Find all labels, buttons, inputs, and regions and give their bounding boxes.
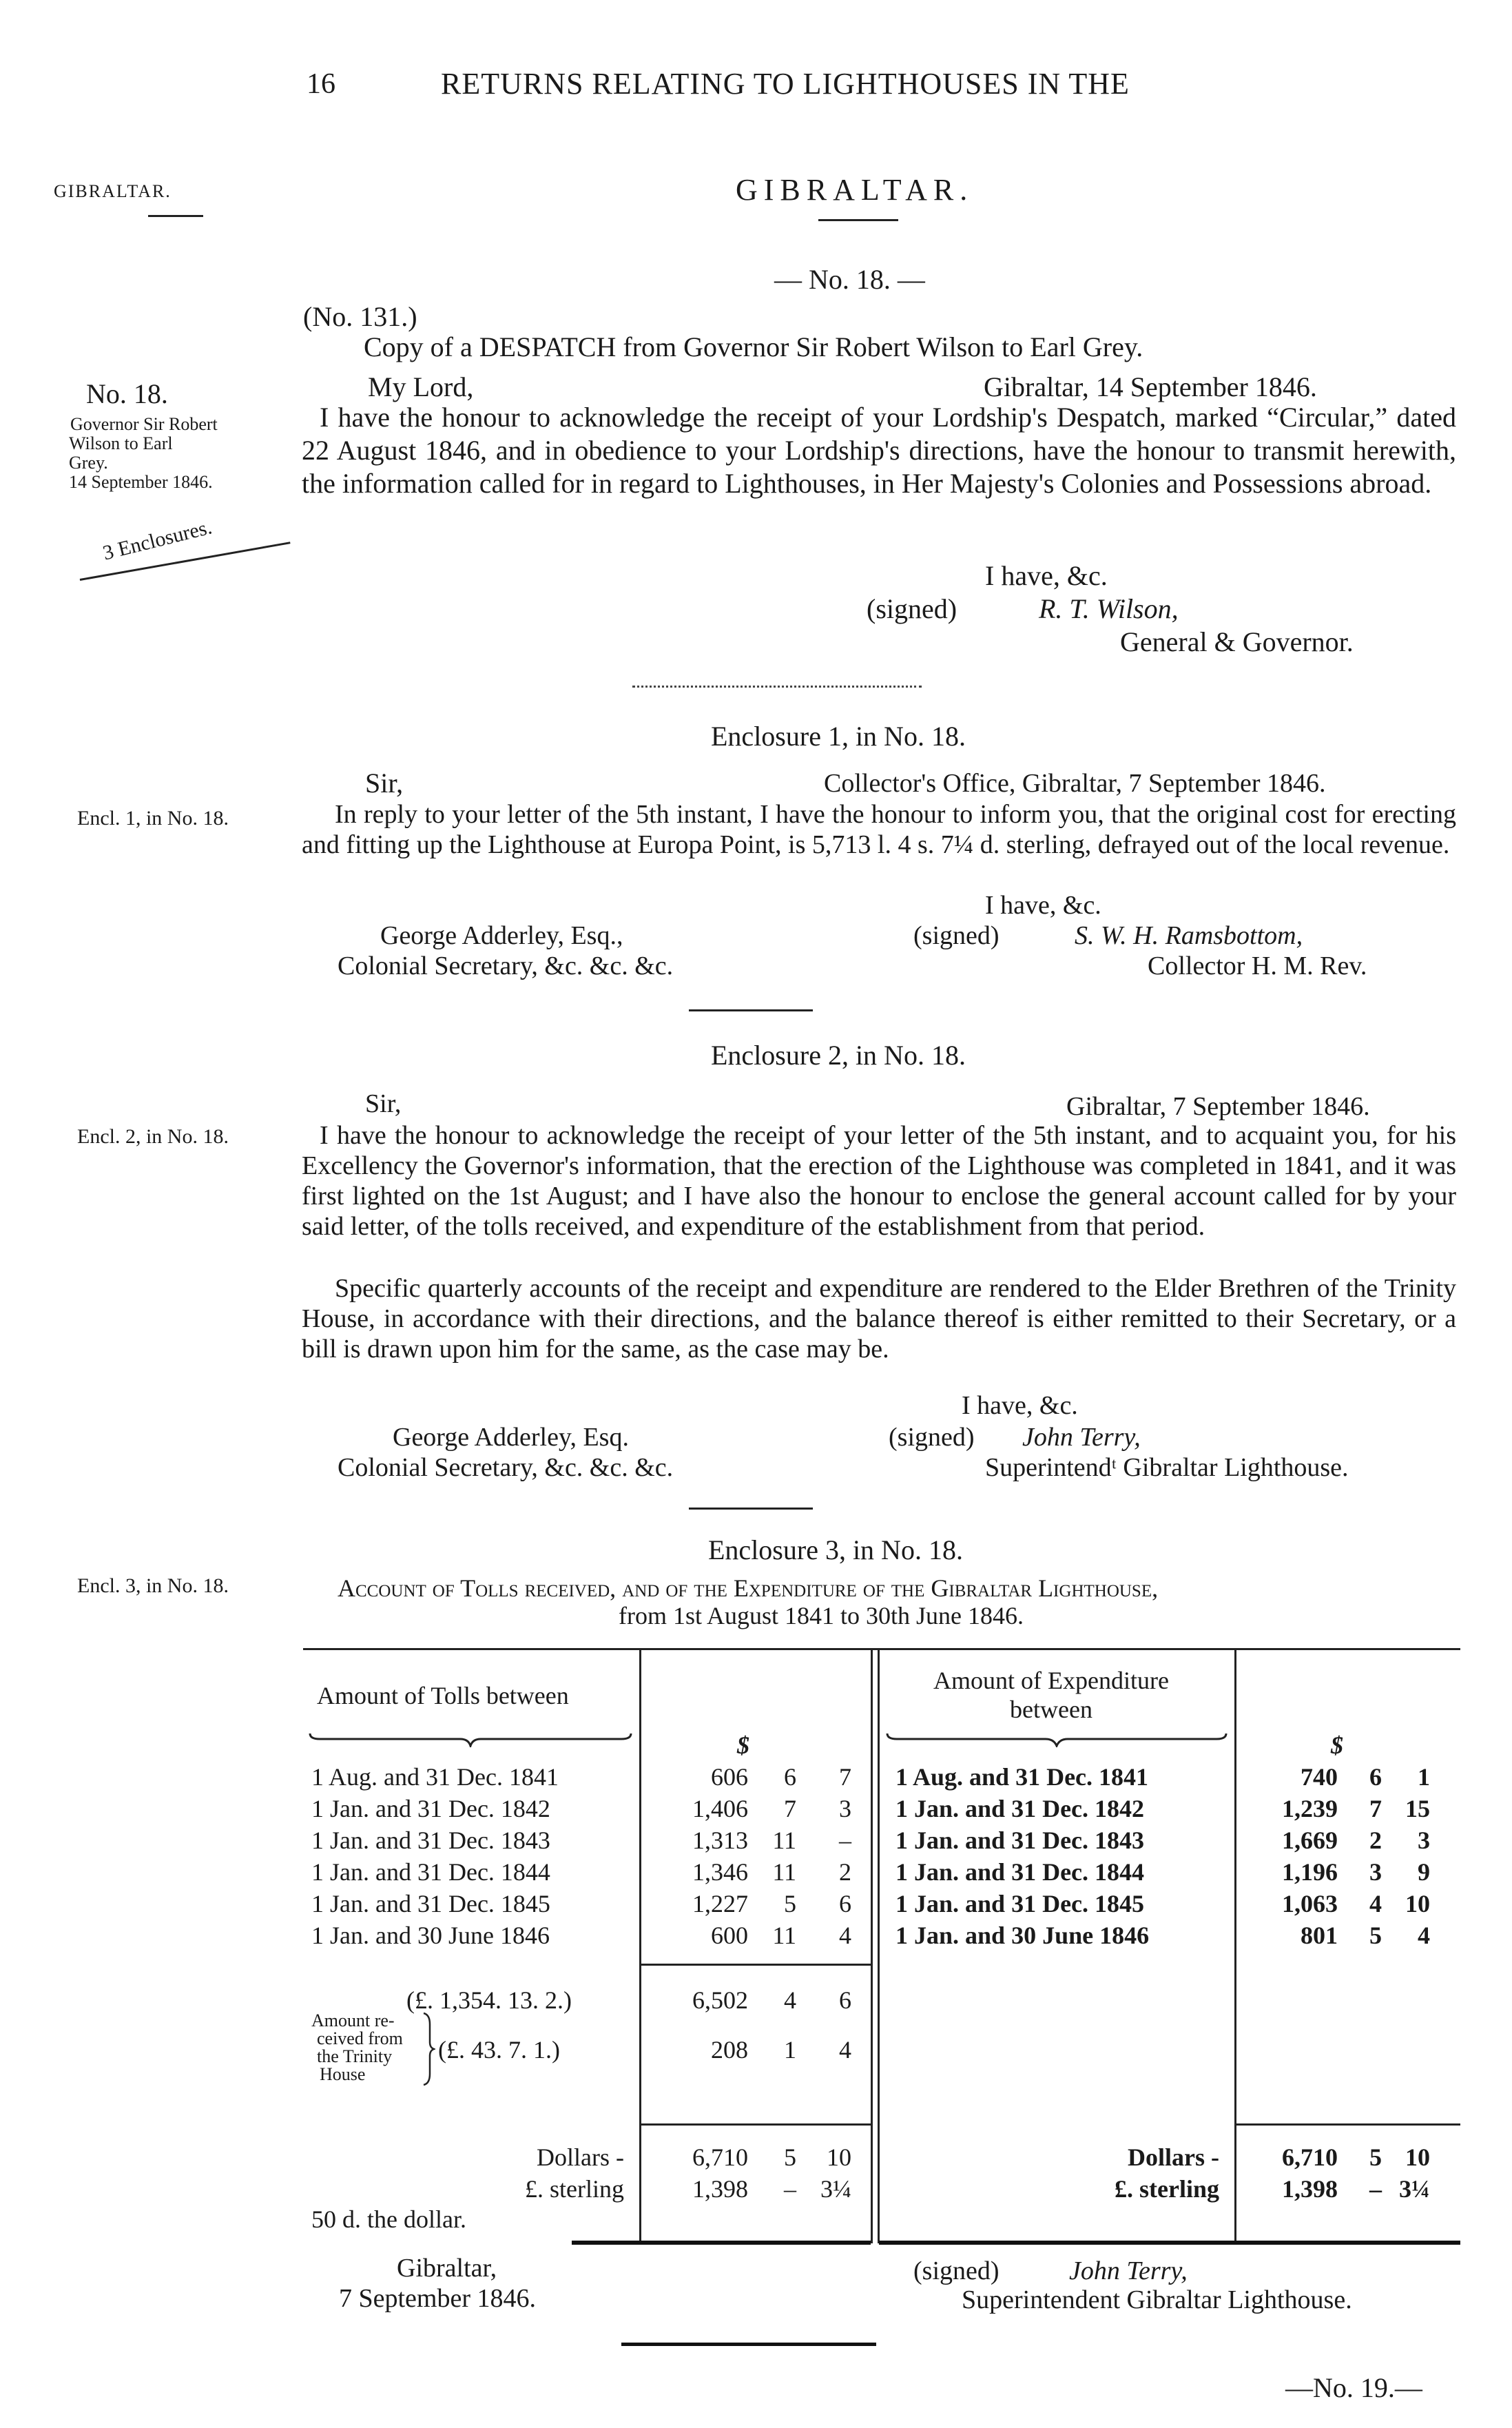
exp-sterling-label: £. sterling — [1115, 2175, 1219, 2203]
tolls-row-4-reals: 11 — [772, 1858, 796, 1886]
enclosure3-place: Gibraltar, — [397, 2254, 497, 2283]
trinity-dollars: 208 — [711, 2036, 748, 2064]
subtotal-cents: 6 — [839, 1986, 851, 2014]
tolls-row-2-period: 1 Jan. and 31 Dec. 1842 — [311, 1795, 550, 1822]
exp-row-4-dollars: 1,196 — [1282, 1858, 1338, 1886]
enclosure1-addressee: George Adderley, Esq., — [380, 921, 623, 950]
exp-total-cents: 10 — [1405, 2143, 1430, 2171]
exp-row-2-period: 1 Jan. and 31 Dec. 1842 — [895, 1795, 1145, 1822]
expenditure-header: Amount of Expenditure between — [933, 1667, 1169, 1723]
exp-row-5-dollars: 1,063 — [1282, 1890, 1338, 1917]
tolls-sterling-pence: 3¼ — [820, 2175, 851, 2203]
enclosure2-signature-title: Superintendᵗ Gibraltar Lighthouse. — [985, 1453, 1349, 1482]
exp-row-2-cents: 15 — [1405, 1795, 1430, 1822]
table-top-rule — [303, 1648, 1460, 1650]
despatch-body: I have the honour to acknowledge the receipt of your Lordship's Despatch, marked “Circular,” dated 22 August 1846, and in obedience to your Lordship's directions, have the honour to transmit herewith, the information called for in regard to Lighthouses, in Her Majesty's Colonies and Possessions abroad. — [302, 402, 1456, 499]
margin-gibraltar: GIBRALTAR. — [54, 181, 172, 201]
despatch-salutation: My Lord, — [368, 371, 474, 402]
exp-bottom-rule — [879, 2241, 1460, 2245]
tolls-total-dollars: 6,710 — [692, 2143, 748, 2171]
expenditure-dollar-sign: $ — [1331, 1731, 1343, 1759]
despatch-closing: I have, &c. — [985, 560, 1108, 591]
tolls-sterling-shillings: – — [784, 2175, 796, 2203]
enclosure2-signed: (signed) — [889, 1423, 975, 1452]
trinity-label-3: the Trinity — [317, 2046, 393, 2066]
margin-encl-3: Encl. 3, in No. 18. — [77, 1574, 229, 1597]
exp-row-3-period: 1 Jan. and 31 Dec. 1843 — [895, 1827, 1145, 1854]
tolls-brace — [309, 1731, 632, 1747]
despatch-signature: R. T. Wilson, — [1039, 593, 1179, 624]
margin-encl-2: Encl. 2, in No. 18. — [77, 1125, 229, 1148]
tolls-row-2-reals: 7 — [784, 1795, 796, 1822]
exp-row-3-reals: 2 — [1369, 1827, 1382, 1854]
tolls-row-2-cents: 3 — [839, 1795, 851, 1822]
enclosure2-salutation: Sir, — [365, 1089, 402, 1118]
enclosure3-signature-title: Superintendent Gibraltar Lighthouse. — [962, 2285, 1352, 2314]
enclosure3-heading: Enclosure 3, in No. 18. — [708, 1534, 963, 1565]
exp-row-5-period: 1 Jan. and 31 Dec. 1845 — [895, 1890, 1145, 1917]
margin-rule — [148, 215, 203, 217]
tolls-row-3-period: 1 Jan. and 31 Dec. 1843 — [311, 1827, 550, 1854]
tolls-dollars-label: Dollars - — [537, 2143, 624, 2171]
tolls-header: Amount of Tolls between — [317, 1682, 569, 1709]
tolls-row-6-cents: 4 — [839, 1922, 851, 1949]
enclosure2-body-2: Specific quarterly accounts of the receipt and expenditure are rendered to the Elder Brethren of the Trinity House, in accordance with their directions, and the balance thereof is either remitted to their Secretary, or a bill is drawn upon him for the same, as the case may be. — [302, 1274, 1456, 1364]
copy-of-despatch-line: Copy of a DESPATCH from Governor Sir Robert Wilson to Earl Grey. — [364, 331, 1143, 362]
tolls-row-1-period: 1 Aug. and 31 Dec. 1841 — [311, 1763, 559, 1791]
enclosure2-addressee: George Adderley, Esq. — [393, 1423, 629, 1452]
exp-row-3-dollars: 1,669 — [1282, 1827, 1338, 1854]
tolls-row-4-period: 1 Jan. and 31 Dec. 1844 — [311, 1858, 550, 1886]
trinity-label-1: Amount re- — [311, 2010, 395, 2030]
exp-row-6-period: 1 Jan. and 30 June 1846 — [895, 1922, 1150, 1949]
despatch-place-date: Gibraltar, 14 September 1846. — [984, 371, 1317, 402]
enclosure1-signature: S. W. H. Ramsbottom, — [1075, 921, 1303, 950]
trinity-brace — [422, 2012, 435, 2086]
margin-despatch-note-2: Wilson to Earl — [69, 433, 173, 453]
tolls-bottom-rule — [572, 2241, 871, 2245]
tolls-row-4-dollars: 1,346 — [692, 1858, 748, 1886]
exp-row-2-reals: 7 — [1369, 1795, 1382, 1822]
exp-row-1-reals: 6 — [1369, 1763, 1382, 1791]
enclosure2-signature: John Terry, — [1022, 1423, 1141, 1452]
enclosure3-date: 7 September 1846. — [339, 2284, 537, 2313]
tolls-row-2-dollars: 1,406 — [692, 1795, 748, 1822]
subtotal-sterling-label: (£. 1,354. 13. 2.) — [406, 1986, 572, 2014]
enclosure1-signed: (signed) — [913, 921, 1000, 950]
enclosure1-signature-title: Collector H. M. Rev. — [1148, 951, 1367, 980]
tolls-row-4-cents: 2 — [839, 1858, 851, 1886]
exp-row-1-cents: 1 — [1418, 1763, 1430, 1791]
enclosure2-place-date: Gibraltar, 7 September 1846. — [1066, 1092, 1370, 1121]
exp-row-6-reals: 5 — [1369, 1922, 1382, 1949]
enclosure3-signature: John Terry, — [1069, 2256, 1188, 2285]
tolls-row-6-dollars: 600 — [711, 1922, 748, 1949]
tolls-row-5-period: 1 Jan. and 31 Dec. 1845 — [311, 1890, 550, 1917]
exp-row-4-reals: 3 — [1369, 1858, 1382, 1886]
tolls-row-5-cents: 6 — [839, 1890, 851, 1917]
margin-no-18: No. 18. — [86, 378, 168, 409]
exp-sterling-pounds: 1,398 — [1282, 2175, 1338, 2203]
enclosure2-body-1: I have the honour to acknowledge the receipt of your letter of the 5th instant, and to acquaint you, for his Excellency the Governor's information, that the erection of the Lighthouse was completed in 1841, and it was first lighted on the 1st August; and I have also the honour to enclose the general account called for by your said letter, of the tolls received, and expenditure of the establishment from that period. — [302, 1121, 1456, 1241]
exp-total-reals: 5 — [1369, 2143, 1382, 2171]
tolls-row-1-reals: 6 — [784, 1763, 796, 1791]
no-18-heading: — No. 18. — — [774, 264, 925, 295]
enclosure1-closing: I have, &c. — [985, 891, 1101, 920]
exp-total-rule — [1236, 2123, 1460, 2126]
rate-note: 50 d. the dollar. — [311, 2205, 466, 2233]
page-number: 16 — [307, 68, 335, 100]
tolls-dollar-sign: $ — [737, 1731, 749, 1759]
enclosure2-addressee-title: Colonial Secretary, &c. &c. &c. — [338, 1453, 674, 1482]
subtotal-reals: 4 — [784, 1986, 796, 2014]
trinity-reals: 1 — [784, 2036, 796, 2064]
account-title-line-1: Account of Tolls received, and of the Expenditure of the Gibraltar Lighthouse, — [338, 1574, 1159, 1602]
margin-despatch-note-1: Governor Sir Robert — [70, 414, 218, 434]
tolls-row-5-reals: 5 — [784, 1890, 796, 1917]
subtotal-rule — [641, 1964, 871, 1966]
exp-sterling-shillings: – — [1369, 2175, 1382, 2203]
exp-row-3-cents: 3 — [1418, 1827, 1430, 1854]
table-vline-2 — [871, 1648, 873, 2243]
exp-row-2-dollars: 1,239 — [1282, 1795, 1338, 1822]
running-title: RETURNS RELATING TO LIGHTHOUSES IN THE — [441, 67, 1130, 101]
colony-title: GIBRALTAR. — [736, 173, 974, 207]
trinity-sterling: (£. 43. 7. 1.) — [438, 2036, 560, 2064]
despatch-number: (No. 131.) — [303, 301, 417, 332]
enclosure2-rule — [689, 1508, 813, 1510]
margin-despatch-note-4: 14 September 1846. — [69, 472, 213, 492]
expenditure-brace — [886, 1731, 1228, 1747]
despatch-signed: (signed) — [867, 593, 957, 624]
exp-row-5-reals: 4 — [1369, 1890, 1382, 1917]
exp-row-1-period: 1 Aug. and 31 Dec. 1841 — [895, 1763, 1149, 1791]
title-rule — [818, 219, 898, 221]
tolls-row-3-reals: 11 — [772, 1827, 796, 1854]
margin-despatch-note-3: Grey. — [69, 453, 108, 473]
tolls-row-3-dollars: 1,313 — [692, 1827, 748, 1854]
tolls-total-cents: 10 — [827, 2143, 851, 2171]
enclosure1-addressee-title: Colonial Secretary, &c. &c. &c. — [338, 951, 674, 980]
tolls-row-1-cents: 7 — [839, 1763, 851, 1791]
margin-encl-1: Encl. 1, in No. 18. — [77, 807, 229, 830]
enclosure1-salutation: Sir, — [365, 768, 404, 799]
next-number: —No. 19.— — [1285, 2372, 1422, 2403]
tolls-sterling-pounds: 1,398 — [692, 2175, 748, 2203]
enclosures-stamp: 3 Enclosures. — [101, 515, 214, 565]
enclosure1-heading: Enclosure 1, in No. 18. — [711, 721, 966, 752]
enclosure1-place-date: Collector's Office, Gibraltar, 7 September 1846. — [824, 769, 1326, 798]
account-title-line-2: from 1st August 1841 to 30th June 1846. — [619, 1602, 1024, 1629]
enclosure3-signed: (signed) — [913, 2256, 1000, 2285]
section-separator — [632, 686, 922, 688]
trinity-label-4: House — [320, 2064, 366, 2084]
exp-row-5-cents: 10 — [1405, 1890, 1430, 1917]
table-vline-1 — [639, 1648, 641, 2243]
subtotal-dollars: 6,502 — [692, 1986, 748, 2014]
enclosure2-closing: I have, &c. — [962, 1391, 1078, 1420]
exp-sterling-pence: 3¼ — [1399, 2175, 1430, 2203]
tolls-total-reals: 5 — [784, 2143, 796, 2171]
exp-dollars-label: Dollars - — [1128, 2143, 1219, 2171]
exp-row-4-cents: 9 — [1418, 1858, 1430, 1886]
table-vline-4 — [1234, 1648, 1236, 2243]
tolls-row-6-reals: 11 — [772, 1922, 796, 1949]
tolls-sterling-label: £. sterling — [525, 2175, 624, 2203]
tolls-row-6-period: 1 Jan. and 30 June 1846 — [311, 1922, 550, 1949]
enclosure1-body: In reply to your letter of the 5th instant, I have the honour to inform you, that the original cost for erecting and fitting up the Lighthouse at Europa Point, is 5,713 l. 4 s. 7¼ d. sterling, defrayed out of the local revenue. — [302, 800, 1456, 859]
exp-row-4-period: 1 Jan. and 31 Dec. 1844 — [895, 1858, 1145, 1886]
exp-row-1-dollars: 740 — [1301, 1763, 1338, 1791]
trinity-cents: 4 — [839, 2036, 851, 2064]
enclosure1-rule — [689, 1009, 813, 1011]
tolls-row-1-dollars: 606 — [711, 1763, 748, 1791]
tolls-row-5-dollars: 1,227 — [692, 1890, 748, 1917]
table-vline-3 — [878, 1648, 880, 2243]
end-rule — [621, 2343, 876, 2346]
despatch-signature-title: General & Governor. — [1120, 626, 1354, 657]
exp-total-dollars: 6,710 — [1282, 2143, 1338, 2171]
tolls-row-3-cents: – — [839, 1827, 851, 1854]
trinity-label-2: ceived from — [317, 2028, 403, 2048]
enclosure2-heading: Enclosure 2, in No. 18. — [711, 1040, 966, 1071]
exp-row-6-cents: 4 — [1418, 1922, 1430, 1949]
tolls-total-rule — [641, 2123, 871, 2126]
exp-row-6-dollars: 801 — [1301, 1922, 1338, 1949]
